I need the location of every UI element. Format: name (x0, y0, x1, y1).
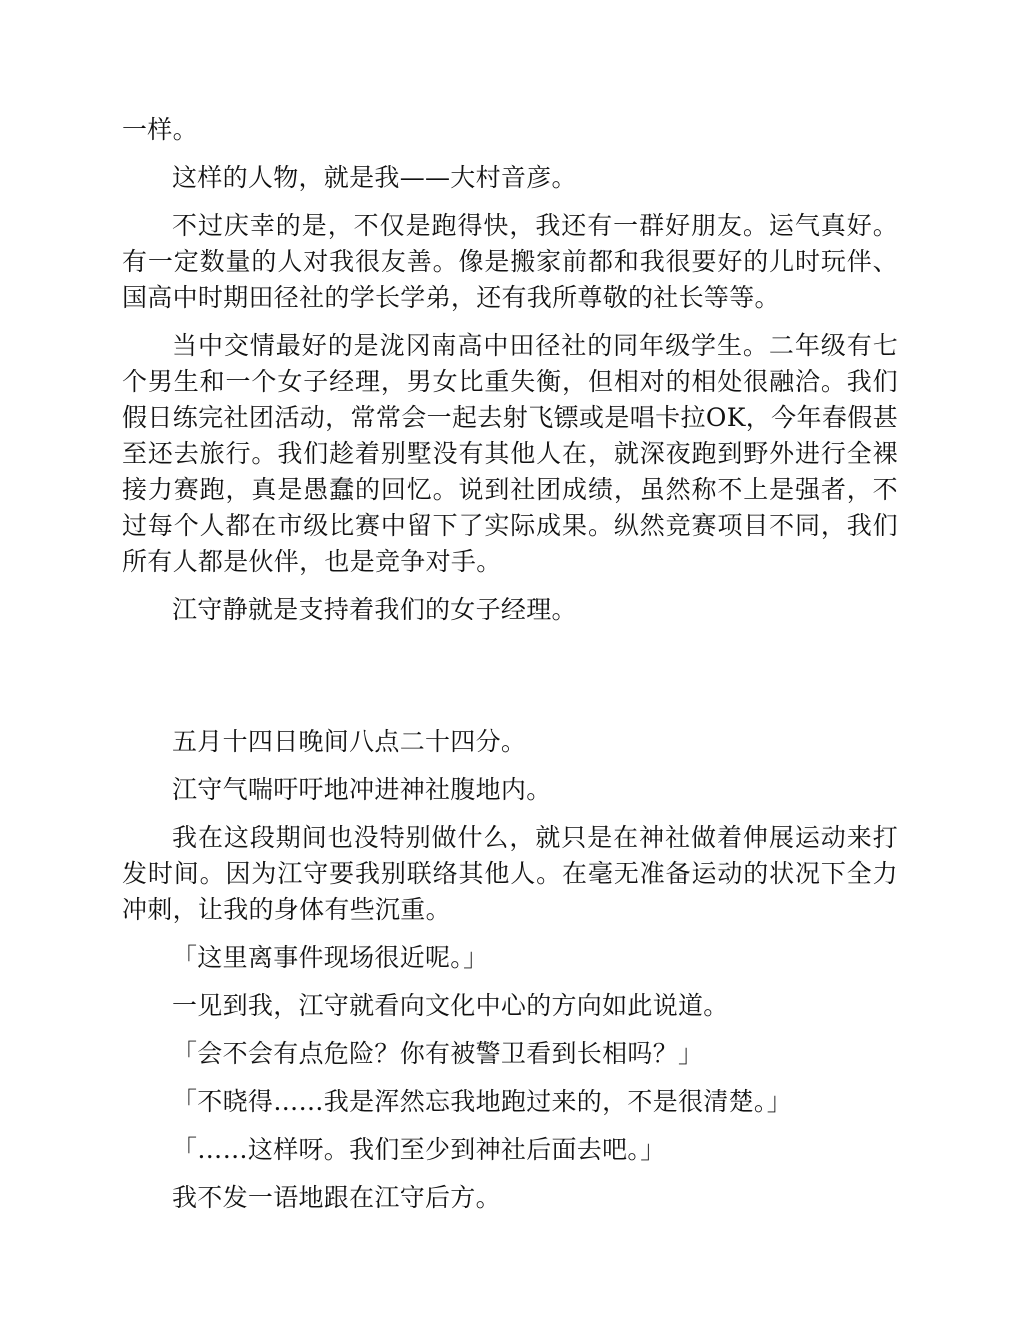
paragraph: 江守气喘吁吁地冲进神社腹地内。 (172, 775, 552, 804)
paragraph: 不过庆幸的是，不仅是跑得快，我还有一群好朋友。运气真好。有一定数量的人对我很友善。像是搬家前都和我很要好的儿时玩伴、国高中时期田径社的学长学弟，还有我所尊敬的社长等等。 (122, 211, 898, 312)
paragraph: 这样的人物，就是我——大村音彦。 (172, 163, 577, 192)
paragraph: 我不发一语地跟在江守后方。 (172, 1183, 501, 1212)
paragraph: 江守静就是支持着我们的女子经理。 (172, 595, 577, 624)
dialogue-line: 「这里离事件现场很近呢。」 (172, 943, 489, 972)
dialogue-line: 「不晓得……我是浑然忘我地跑过来的，不是很清楚。」 (172, 1087, 793, 1116)
paragraph: 一见到我，江守就看向文化中心的方向如此说道。 (172, 991, 729, 1020)
document-page (122, 112, 898, 1228)
paragraph: 当中交情最好的是泷冈南高中田径社的同年级学生。二年级有七个男生和一个女子经理，男女比重失衡，但相对的相处很融洽。我们假日练完社团活动，常常会一起去射飞镖或是唱卡拉OK，今年春假甚至还去旅行。我们趁着别墅没有其他人在，就深夜跑到野外进行全裸接力赛跑，真是愚蠢的回忆。说到社团成绩，虽然称不上是强者，不过每个人都在市级比赛中留下了实际成果。纵然竞赛项目不同，我们所有人都是伙伴，也是竞争对手。 (122, 331, 898, 576)
paragraph: 我在这段期间也没特别做什么，就只是在神社做着伸展运动来打发时间。因为江守要我别联络其他人。在毫无准备运动的状况下全力冲刺，让我的身体有些沉重。 (122, 823, 898, 924)
dialogue-line: 「……这样呀。我们至少到神社后面去吧。」 (172, 1135, 666, 1164)
section-break (122, 640, 898, 724)
paragraph: 一样。 (122, 115, 198, 144)
dialogue-line: 「会不会有点危险？你有被警卫看到长相吗？」 (172, 1039, 704, 1068)
paragraph: 五月十四日晚间八点二十四分。 (172, 727, 527, 756)
